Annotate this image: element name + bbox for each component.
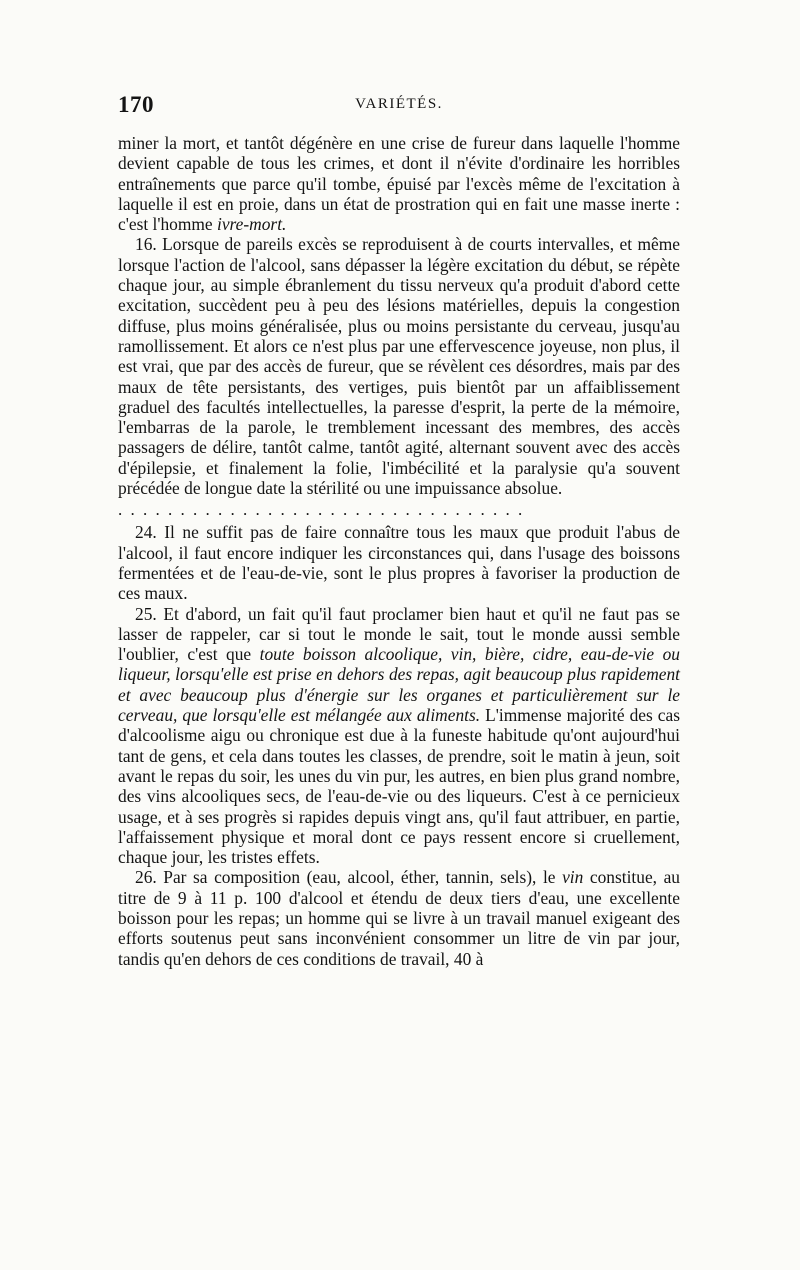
page-header <box>118 92 680 120</box>
paragraph-text: 26. Par sa composition (eau, alcool, éther, tannin, sels), le <box>135 867 563 888</box>
running-title: VARIÉTÉS. <box>355 96 443 112</box>
paragraph-text: 25. Et d'abord, un fait qu'il faut proclamer bien haut et qu'il ne faut pas se lasser de rappeler, car si tout le monde le sait, tout le monde aussi semble l'oublier, c'est que <box>118 603 680 665</box>
paragraph-16: 16. Lorsque de pareils excès se reproduisent à de courts intervalles, et même lorsque l'action de l'alcool, sans dépasser la légère excitation du début, se répète chaque jour, au simple ébranlement du tissu nerveux qu'a produit d'abord cette excitation, succèdent peu à peu des lésions matérielles, depuis la congestion diffuse, plus moins généralisée, plus ou moins persistante du cerveau, jusqu'au ramollissement. Et alors ce n'est plus par une effervescence joyeuse, non plus, il est vrai, que par des accès de fureur, que se révèlent ces désordres, mais par des maux de tête persistants, des vertiges, puis bientôt par un affaiblissement graduel des facultés intellectuelles, la paresse d'esprit, la perte de la mémoire, l'embarras de la parole, le tremblement incessant des membres, des accès passagers de délire, tantôt calme, tantôt agité, alternant souvent avec des accès d'épilepsie, et finalement la folie, l'imbécilité et la paralysie qu'a souvent précédée de longue date la stérilité ou une impuissance absolue. <box>118 234 680 499</box>
ellipsis-separator: . . . . . . . . . . . . . . . . . . . . . . . . . . . . . . . . . <box>118 500 525 520</box>
italic-phrase: toute boisson alcoolique, vin, bière, cidre, eau-de-vie ou liqueur, lorsqu'elle est prise en dehors des repas, agit beaucoup plus rapidement et avec beaucoup plus d'énergie sur les organes et particulièrement sur le cerveau, que lorsqu'elle est mélangée aux aliments. <box>118 644 680 726</box>
paragraph-text: miner la mort, et tantôt dégénère en une crise de fureur dans laquelle l'homme devient capable de tous les crimes, et dont il n'évite d'ordinaire les horribles entraînements que parce qu'il tombe, épuisé par l'excès même de l'excitation à laquelle il est en proie, dans un état de prostration qui en fait une masse inerte : c'est l'homme <box>118 133 680 235</box>
paragraph-26 <box>118 867 680 968</box>
italic-word: vin <box>562 867 584 888</box>
page-number: 170 <box>118 92 154 117</box>
paragraph-24: 24. Il ne suffit pas de faire connaître tous les maux que produit l'abus de l'alcool, il faut encore indiquer les circonstances qui, dans l'usage des boissons fermentées et de l'eau-de-vie, sont le plus propres à favoriser la production de ces maux. <box>118 522 680 604</box>
italic-phrase: ivre-mort. <box>217 214 287 235</box>
paragraph-text: L'immense majorité des cas d'alcoolisme aigu ou chronique est due à la funeste habitude qu'ont aujourd'hui tant de gens, et cela dans toutes les classes, de prendre, soit le matin à jeun, soit avant le repas du soir, les unes du vin pur, les autres, en bien plus grand nombre, des vins alcooliques secs, de l'eau-de-vie ou des liqueurs. C'est à ce pernicieux usage, et à ses progrès si rapides depuis vingt ans, qu'il faut attribuer, en partie, l'affaissement physique et moral dont ce pays ressent encore si cruellement, chaque jour, les tristes effets. <box>118 705 680 868</box>
paragraph-25 <box>118 604 680 868</box>
paragraph-continuation <box>118 133 680 234</box>
paragraph-text: constitue, au titre de 9 à 11 p. 100 d'alcool et étendu de deux tiers d'eau, une excellente boisson pour les repas; un homme qui se livre à un travail manuel exigeant des efforts soutenus peut sans inconvénient consommer un litre de vin par jour, tandis qu'en dehors de ces conditions de travail, 40 à <box>118 867 680 969</box>
body-text <box>118 133 680 969</box>
